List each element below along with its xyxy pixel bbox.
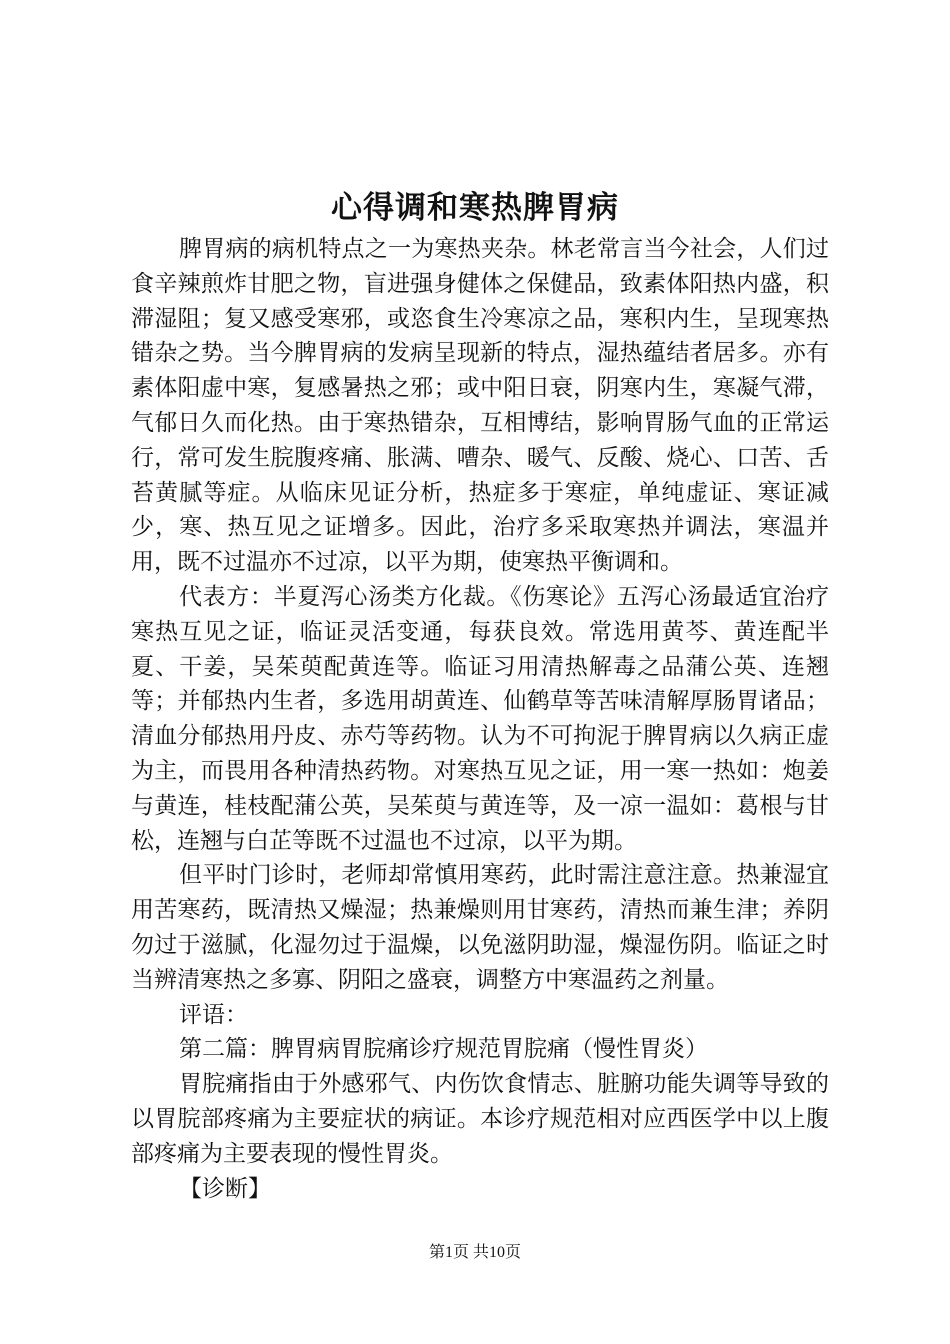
paragraph-clinical-caution: 但平时门诊时，老师却常慎用寒药，此时需注意注意。热兼湿宜用苦寒药，既清热又燥湿；热兼燥则用甘寒药，清热而兼生津；养阴勿过于滋腻，化湿勿过于温燥，以免滋阴助湿，燥湿伤阴。临证之时当辨清寒热之多寡、阴阳之盛衰，调整方中寒温药之剂量。	[131, 862, 829, 993]
paragraph-comment-label: 评语：	[179, 1001, 248, 1028]
paragraph-definition: 胃脘痛指由于外感邪气、内伤饮食情志、脏腑功能失调等导致的以胃脘部疼痛为主要症状的病证。本诊疗规范相对应西医学中以上腹部疼痛为主要表现的慢性胃炎。	[131, 1071, 829, 1167]
paragraph-representative-formula: 代表方：半夏泻心汤类方化裁。《伤寒论》五泻心汤最适宜治疗寒热互见之证，临证灵活变通，每获良效。常选用黄芩、黄连配半夏、干姜，吴茱萸配黄连等。临证习用清热解毒之品蒲公英、连翘等；并郁热内生者，多选用胡黄连、仙鹤草等苦味清解厚肠胃诸品；清血分郁热用丹皮、赤芍等药物。认为不可拘泥于脾胃病以久病正虚为主，而畏用各种清热药物。对寒热互见之证，用一寒一热如：炮姜与黄连，桂枝配蒲公英，吴茱萸与黄连等，及一凉一温如：葛根与甘松，连翘与白芷等既不过温也不过凉，以平为期。	[131, 583, 829, 854]
paragraph-second-article-heading: 第二篇：脾胃病胃脘痛诊疗规范胃脘痛（慢性胃炎）	[179, 1036, 708, 1063]
page-footer: 第1页 共10页	[428, 1244, 521, 1261]
paragraph-pathogenesis: 脾胃病的病机特点之一为寒热夹杂。林老常言当今社会，人们过食辛辣煎炸甘肥之物，盲进强身健体之保健品，致素体阳热内盛，积滞湿阻；复又感受寒邪，或恣食生冷寒凉之品，寒积内生，呈现寒热错杂之势。当今脾胃病的发病呈现新的特点，湿热蕴结者居多。亦有素体阳虚中寒，复感暑热之邪；或中阳日衰，阴寒内生，寒凝气滞，气郁日久而化热。由于寒热错杂，互相博结，影响胃肠气血的正常运行，常可发生脘腹疼痛、胀满、嘈杂、暖气、反酸、烧心、口苦、舌苔黄腻等症。从临床见证分析，热症多于寒症，单纯虚证、寒证减少，寒、热互见之证增多。因此，治疗多采取寒热并调法，寒温并用，既不过温亦不过凉，以平为期，使寒热平衡调和。	[131, 236, 829, 576]
document-body	[131, 232, 829, 1206]
paragraph-diagnosis-heading: 【诊断】	[179, 1175, 271, 1202]
document-title: 心得调和寒热脾胃病	[331, 190, 619, 226]
